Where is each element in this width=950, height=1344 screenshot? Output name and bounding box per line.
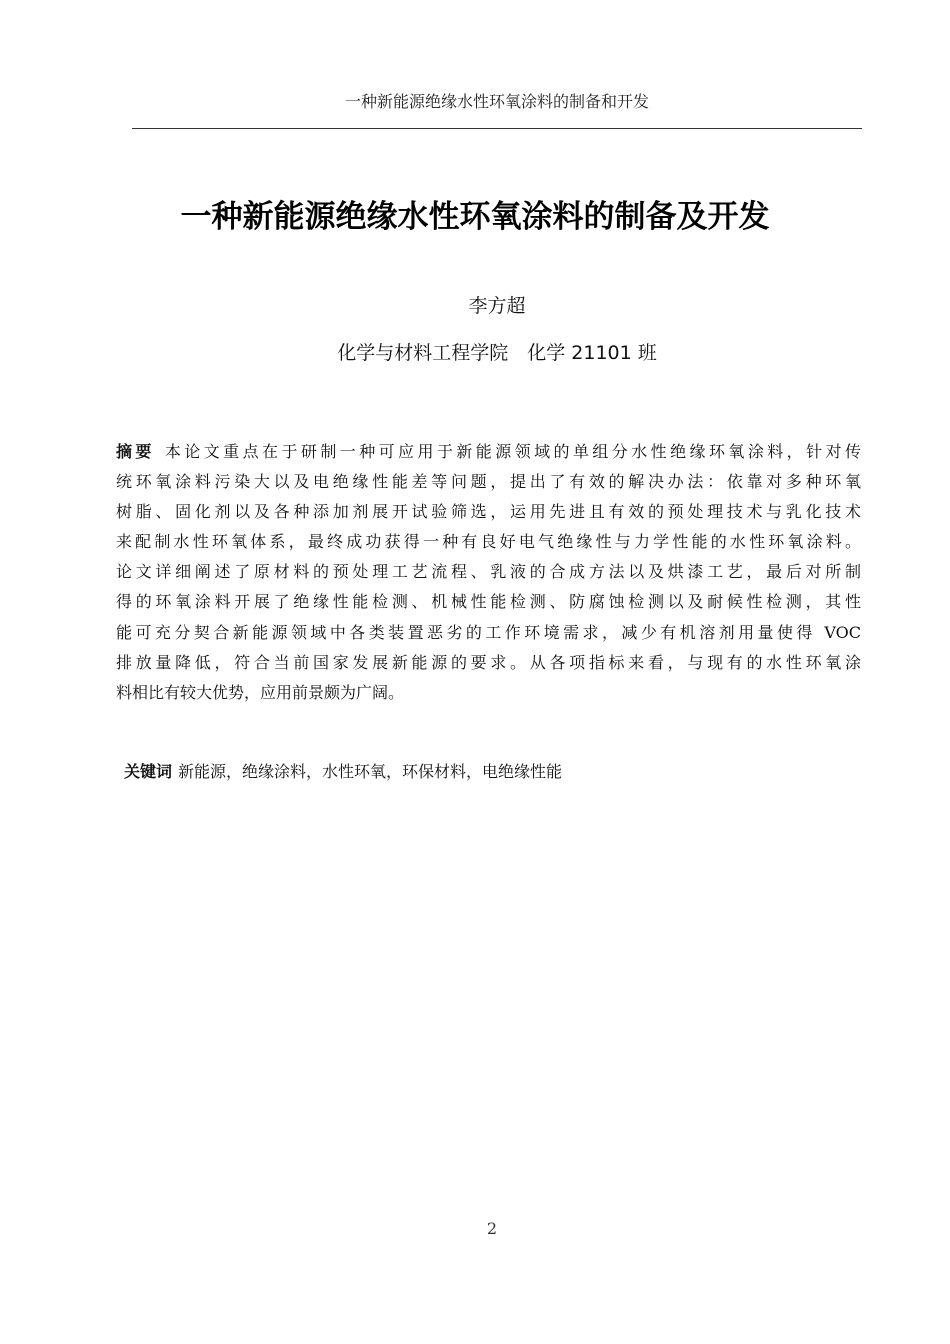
abstract-line: [116, 437, 861, 467]
abstract-line: 来配制水性环氧体系，最终成功获得一种有良好电气绝缘性与力学性能的水性环氧涂料。: [116, 532, 861, 552]
page-title: 一种新能源绝缘水性环氧涂料的制备及开发: [180, 199, 770, 235]
abstract: [116, 437, 861, 708]
author-affiliation: 化学与材料工程学院 化学 21101 班: [337, 342, 657, 364]
keywords-label: 关键词: [124, 762, 173, 781]
abstract-line: 统环氧涂料污染大以及电绝缘性能差等问题，提出了有效的解决办法：依靠对多种环氧: [116, 472, 861, 492]
page-number: 2: [486, 1219, 498, 1238]
abstract-line: 排放量降低，符合当前国家发展新能源的要求。从各项指标来看，与现有的水性环氧涂: [116, 652, 861, 672]
abstract-text: 本论文重点在于研制一种可应用于新能源领域的单组分水性绝缘环氧涂料，针对传: [164, 442, 861, 461]
running-header: 一种新能源绝缘水性环氧涂料的制备和开发: [344, 92, 649, 111]
keywords-text: 新能源，绝缘涂料，水性环氧，环保材料，电绝缘性能: [178, 762, 563, 781]
author-name: 李方超: [468, 295, 526, 317]
abstract-line: 树脂、固化剂以及各种添加剂展开试验筛选，运用先进且有效的预处理技术与乳化技术: [116, 502, 861, 522]
abstract-line: 得的环氧涂料开展了绝缘性能检测、机械性能检测、防腐蚀检测以及耐候性检测，其性: [116, 592, 861, 612]
header-rule: [132, 128, 862, 129]
abstract-line: 能可充分契合新能源领域中各类装置恶劣的工作环境需求，减少有机溶剂用量使得 VOC: [116, 622, 861, 642]
keywords: [124, 758, 854, 786]
abstract-line: 论文详细阐述了原材料的预处理工艺流程、乳液的合成方法以及烘漆工艺，最后对所制: [116, 562, 861, 582]
abstract-label: 摘要: [116, 442, 155, 461]
abstract-line: 料相比有较大优势，应用前景颇为广阔。: [116, 682, 405, 702]
